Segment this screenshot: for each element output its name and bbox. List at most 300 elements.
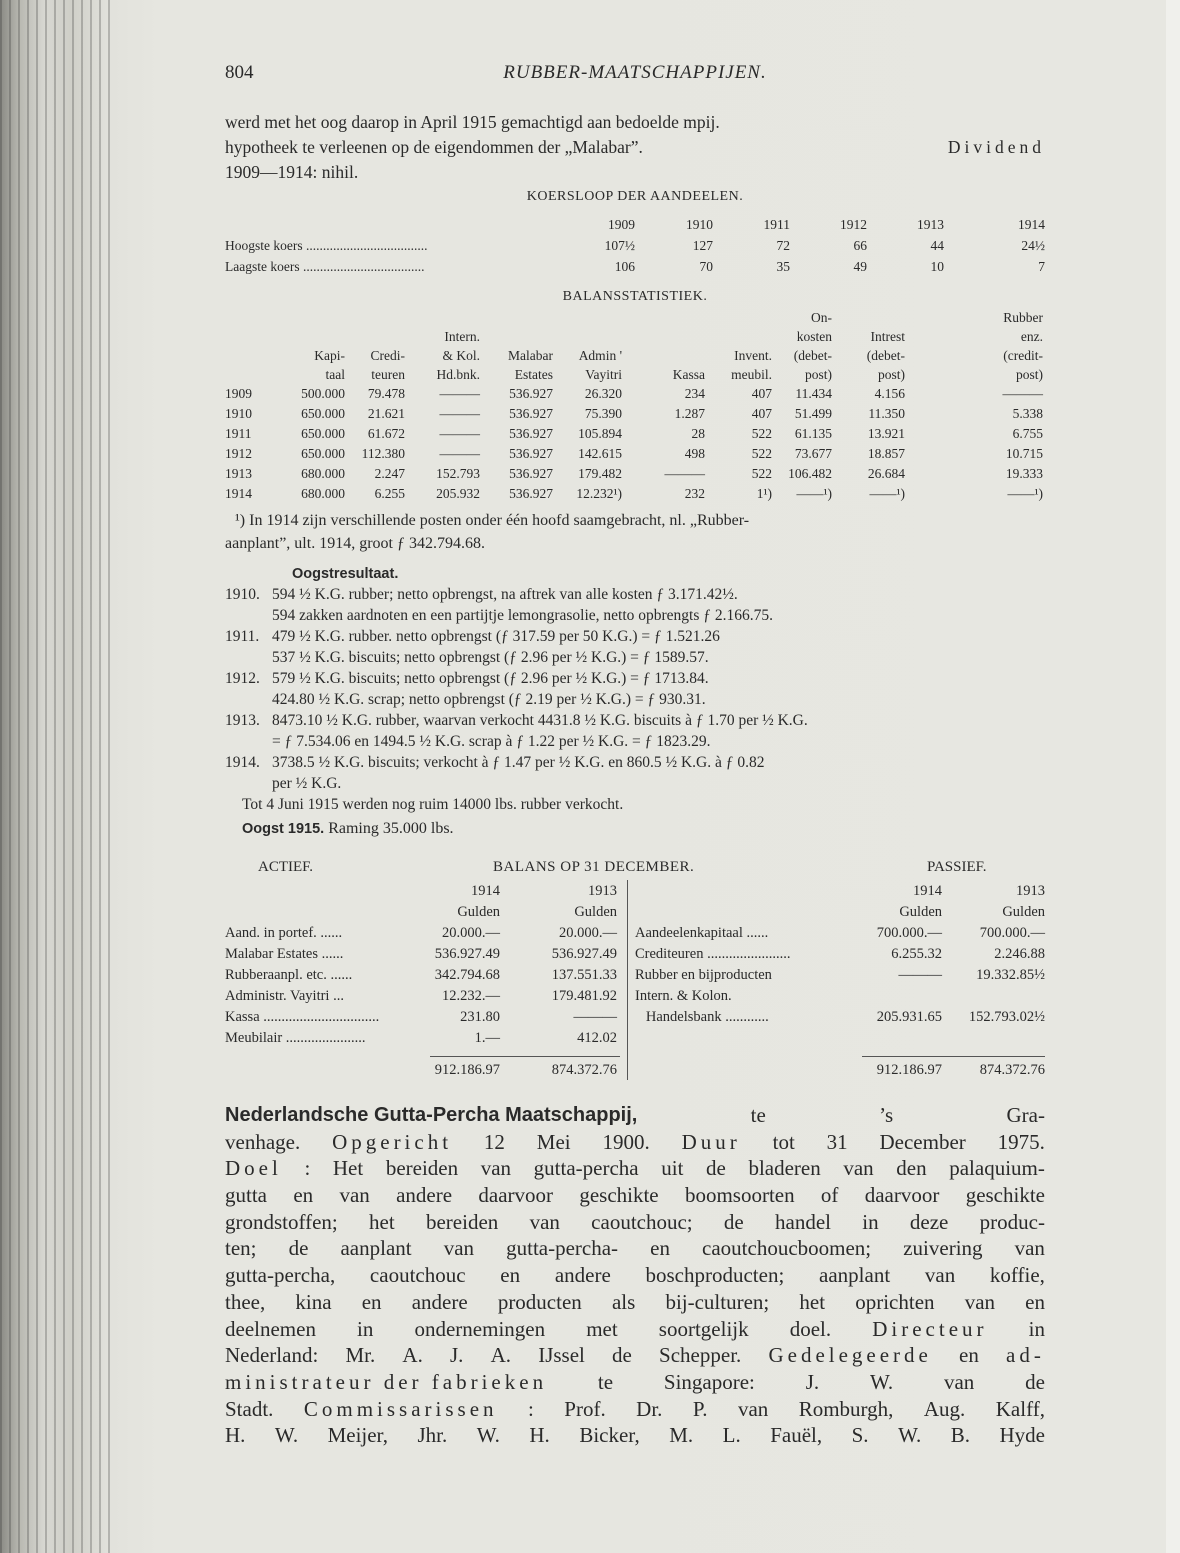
- word: van: [443, 1236, 475, 1261]
- list-item: [225, 647, 1055, 668]
- word: en: [293, 1183, 314, 1208]
- table-cell: 127: [692, 238, 713, 253]
- word: W.: [898, 1423, 922, 1448]
- table-cell: 1910: [686, 217, 713, 232]
- table-cell: 498: [684, 446, 705, 461]
- table-cell: 106.482: [788, 466, 832, 481]
- word: deze: [909, 1209, 949, 1234]
- word: Meijer,: [327, 1423, 388, 1448]
- text-line: [225, 1396, 1045, 1423]
- table-cell: post): [1016, 367, 1043, 382]
- entry-text: 537 ½ K.G. biscuits; netto opbrengst (ƒ 2.96 per ½ K.G.) = ƒ 1589.57.: [272, 649, 709, 666]
- word: geschikte: [965, 1183, 1045, 1208]
- table-cell: post): [878, 367, 905, 382]
- table-header-row: [635, 881, 1047, 902]
- book-page-edges: [0, 0, 110, 1553]
- table-cell: 650.000: [301, 446, 345, 461]
- closing-line: Tot 4 Juni 1915 werden nog ruim 14000 lbs. rubber verkocht.: [242, 796, 624, 813]
- table-cell: [942, 986, 1045, 1007]
- table-cell: 1911: [225, 426, 252, 441]
- year: 1910.: [225, 586, 260, 603]
- table-cell: 536.927: [509, 466, 553, 481]
- list-item: [225, 626, 1055, 647]
- table-cell: 232: [684, 486, 705, 501]
- word: in: [357, 1316, 374, 1341]
- table-cell: kosten: [796, 329, 832, 344]
- table-cell: 20.000.—: [559, 925, 617, 941]
- word: Nederland:: [225, 1343, 319, 1368]
- koersloop-table: [225, 214, 1045, 277]
- table-cell: Gulden: [457, 904, 500, 920]
- table-cell: Malabar Estates ......: [225, 946, 344, 962]
- table-cell: 407: [751, 386, 772, 401]
- word: in: [862, 1209, 879, 1234]
- table-cell: 407: [751, 406, 772, 421]
- balans-title: BALANS OP 31 DECEMBER.: [493, 859, 695, 875]
- entry-text: 594 zakken aardnoten en een partijtje lemongrasolie, netto opbrengts ƒ 2.166.75.: [272, 607, 774, 624]
- table-cell: 1914: [471, 883, 500, 899]
- table-cell: 1914: [913, 883, 942, 899]
- table-row: [225, 444, 1055, 464]
- table-cell: 1912: [840, 217, 867, 232]
- table-cell: 1911: [763, 217, 790, 232]
- table-cell: teuren: [371, 367, 405, 382]
- table-cell: [622, 346, 705, 365]
- table-cell: 1910: [225, 406, 252, 421]
- word: ten;: [225, 1236, 257, 1261]
- word: :: [304, 1156, 311, 1181]
- table-cell: [270, 327, 345, 346]
- table-cell: 152.793.02½: [968, 1009, 1045, 1025]
- table-cell: On-: [811, 310, 832, 325]
- table-cell: 536.927: [509, 426, 553, 441]
- year: [225, 647, 272, 668]
- table-cell: Rubber en bijproducten: [635, 967, 772, 983]
- table-cell: taal: [325, 367, 345, 382]
- word: Mei: [536, 1129, 571, 1154]
- word: J.: [805, 1369, 820, 1394]
- spaced-term: Opgericht: [332, 1129, 453, 1154]
- word: van: [1014, 1236, 1045, 1261]
- entry-text: 594 ½ K.G. rubber; netto opbrengst, na aftrek van alle kosten ƒ 3.171.42½.: [272, 586, 738, 603]
- entry-text: 3738.5 ½ K.G. biscuits; verkocht à ƒ 1.47 per ½ K.G. en 860.5 ½ K.G. à ƒ 0.82: [272, 754, 765, 771]
- table-cell: ———: [664, 466, 705, 481]
- word: Jhr.: [417, 1423, 448, 1448]
- spaced-term: Commissarissen: [303, 1396, 498, 1421]
- table-cell: [345, 308, 405, 327]
- table-cell: [225, 902, 415, 923]
- text-line: [225, 1155, 1045, 1182]
- table-cell: 12.232¹): [576, 486, 622, 501]
- table-cell: [225, 214, 580, 235]
- table-cell: 72: [776, 238, 790, 253]
- table-cell: Vayitri: [585, 367, 622, 382]
- table-cell: Crediteuren .......................: [635, 946, 791, 962]
- table-cell: 19.332.85½: [976, 967, 1045, 983]
- table-cell: 1909: [608, 217, 635, 232]
- table-cell: Aandeelenkapitaal ......: [635, 925, 769, 941]
- table-cell: 142.615: [578, 446, 622, 461]
- table-cell: [405, 308, 480, 327]
- table-row: [635, 1007, 1047, 1028]
- table-cell: ———: [1002, 386, 1043, 401]
- spaced-term: Doel: [225, 1156, 282, 1181]
- word: 1975.: [997, 1129, 1045, 1154]
- table-cell: ———: [439, 446, 480, 461]
- totals-row: [225, 1060, 625, 1081]
- word: W.: [869, 1369, 894, 1394]
- word: gutta-percha: [533, 1156, 639, 1181]
- table-cell: ———: [573, 1009, 617, 1025]
- table-cell: Intern.: [444, 329, 480, 344]
- word: Schepper.: [659, 1343, 742, 1368]
- balansstatistiek-table: [225, 308, 1055, 504]
- table-cell: ———: [898, 967, 942, 983]
- table-cell: (debet-: [866, 348, 905, 363]
- word: ’s: [879, 1103, 894, 1127]
- word: deelnemen: [225, 1316, 316, 1341]
- table-cell: [225, 1060, 415, 1081]
- word: in: [1028, 1316, 1045, 1341]
- table-row: [225, 986, 625, 1007]
- word: de: [723, 1209, 744, 1234]
- table-cell: 1¹): [756, 486, 772, 501]
- table-cell: 79.478: [367, 386, 405, 401]
- word: producten: [497, 1289, 582, 1314]
- table-cell: Aand. in portef. ......: [225, 925, 343, 941]
- table-cell: 522: [751, 466, 772, 481]
- table-cell: [635, 1028, 860, 1049]
- word: J.: [450, 1343, 464, 1368]
- word: of: [820, 1183, 839, 1208]
- word: W.: [274, 1423, 299, 1448]
- word: het: [369, 1209, 395, 1234]
- word: 31: [826, 1129, 848, 1154]
- table-cell: 1912: [225, 446, 252, 461]
- word: Stadt.: [225, 1396, 274, 1421]
- table-cell: 26.684: [867, 466, 905, 481]
- table-cell: 26.320: [584, 386, 622, 401]
- table-cell: (debet-: [793, 348, 832, 363]
- table-cell: 650.000: [301, 426, 345, 441]
- running-title: RUBBER-MAATSCHAPPIJEN.: [503, 62, 767, 83]
- table-cell: & Kol.: [442, 348, 480, 363]
- word: van: [480, 1156, 512, 1181]
- word: soortgelijk: [658, 1316, 749, 1341]
- table-row: [225, 404, 1055, 424]
- text: hypotheek te verleenen op de eigendommen der „Malabar”.: [225, 137, 643, 157]
- word: van: [964, 1289, 996, 1314]
- table-cell: 700.000.—: [876, 925, 942, 941]
- spaced-term: Dividend: [947, 137, 1045, 157]
- table-header-row: [225, 346, 1055, 365]
- word: ondernemingen: [414, 1316, 546, 1341]
- word: tot: [772, 1129, 795, 1154]
- table-cell: [225, 308, 270, 327]
- table-cell: 11.350: [868, 406, 905, 421]
- table-cell: [553, 327, 622, 346]
- word: en: [959, 1343, 979, 1368]
- balans-passief-table: [635, 881, 1047, 1081]
- word: Mr.: [345, 1343, 376, 1368]
- word: Bicker,: [579, 1423, 640, 1448]
- table-cell: ———: [439, 426, 480, 441]
- table-cell: Hoogste koers ....................................: [225, 238, 428, 253]
- oogstresultaat-title: Oogstresultaat.: [292, 566, 399, 582]
- table-cell: 1914: [225, 486, 252, 501]
- table-row: [635, 923, 1047, 944]
- table-cell: 10: [930, 259, 944, 274]
- word: Singapore:: [663, 1369, 755, 1394]
- list-item: [225, 689, 1055, 710]
- oogstresultaat-list: [225, 584, 1055, 815]
- table-cell: 1914: [1018, 217, 1045, 232]
- entry-text: 8473.10 ½ K.G. rubber, waarvan verkocht 4431.8 ½ K.G. biscuits à ƒ 1.70 per ½ K.G.: [272, 712, 808, 729]
- page-margin-right: [1166, 0, 1180, 1553]
- table-cell: 21.621: [367, 406, 405, 421]
- list-item: [225, 584, 1055, 605]
- table-header-row: [225, 902, 625, 923]
- word: de: [288, 1236, 309, 1261]
- table-cell: 66: [853, 238, 867, 253]
- table-cell: [705, 308, 772, 327]
- table-cell: 1913: [1016, 883, 1045, 899]
- table-cell: [270, 308, 345, 327]
- intro-line: [225, 135, 1045, 160]
- word: boschproducten;: [645, 1263, 785, 1288]
- word: H.: [529, 1423, 550, 1448]
- table-cell: 1913: [588, 883, 617, 899]
- word: L.: [722, 1423, 741, 1448]
- table-cell: Intern. & Kolon.: [635, 988, 732, 1004]
- footnote-line: aanplant”, ult. 1914, groot ƒ 342.794.68.: [225, 535, 485, 552]
- table-cell: 2.247: [374, 466, 405, 481]
- table-cell: ———: [439, 386, 480, 401]
- table-cell: 6.255: [374, 486, 405, 501]
- word: het: [799, 1289, 826, 1314]
- word: Prof.: [564, 1396, 606, 1421]
- word: bereiden: [425, 1209, 499, 1234]
- table-cell: 342.794.68: [434, 967, 500, 983]
- table-cell: [622, 308, 705, 327]
- table-cell: 7: [1038, 259, 1045, 274]
- page-number: 804: [225, 62, 254, 83]
- word: bereiden: [385, 1156, 459, 1181]
- table-cell: ——¹): [869, 486, 905, 501]
- spaced-term: ministrateur der fabrieken: [225, 1369, 548, 1394]
- table-cell: 1913: [917, 217, 944, 232]
- text-line: [225, 1102, 1045, 1129]
- table-cell: 536.927: [509, 386, 553, 401]
- table-header-row: [225, 214, 1045, 235]
- word: gutta-percha-: [506, 1236, 619, 1261]
- table-cell: 112.380: [361, 446, 405, 461]
- table-cell: 1909: [225, 386, 252, 401]
- word: grondstoffen;: [225, 1209, 338, 1234]
- table-row: [225, 424, 1055, 444]
- text-line: [225, 1289, 1045, 1316]
- table-row: [225, 256, 1045, 277]
- word: van: [843, 1156, 874, 1181]
- word: als: [611, 1289, 636, 1314]
- table-cell: [635, 1060, 860, 1081]
- table-cell: 650.000: [301, 406, 345, 421]
- table-row: [225, 965, 625, 986]
- table-cell: 536.927: [509, 406, 553, 421]
- word: P.: [692, 1396, 708, 1421]
- word: gutta: [225, 1183, 267, 1208]
- table-cell: Rubberaanpl. etc. ......: [225, 967, 353, 983]
- table-cell: 5.338: [1012, 406, 1043, 421]
- table-row: [225, 1007, 625, 1028]
- table-cell: [225, 346, 270, 365]
- table-cell: Laagste koers ....................................: [225, 259, 425, 274]
- table-cell: 874.372.76: [551, 1062, 617, 1078]
- table-row: [225, 384, 1055, 404]
- word: W.: [476, 1423, 500, 1448]
- table-cell: 205.932: [436, 486, 480, 501]
- table-cell: [860, 1028, 942, 1049]
- year: 1914.: [225, 754, 260, 771]
- passief-label: PASSIEF.: [927, 859, 987, 875]
- table-cell: 105.894: [578, 426, 622, 441]
- table-header-row: [225, 881, 625, 902]
- table-cell: Gulden: [574, 904, 617, 920]
- table-cell: [345, 327, 405, 346]
- intro-paragraph: [225, 110, 1045, 185]
- total-rule-left: [430, 1056, 620, 1057]
- spaced-term: Duur: [681, 1129, 741, 1154]
- word: bladeren: [748, 1156, 821, 1181]
- table-cell: 75.390: [584, 406, 622, 421]
- table-cell: 24½: [1021, 238, 1045, 253]
- table-cell: Kapi-: [314, 348, 345, 363]
- table-cell: 680.000: [301, 466, 345, 481]
- table-cell: post): [805, 367, 832, 382]
- spaced-term: ad-: [1006, 1343, 1045, 1368]
- table-cell: ——¹): [796, 486, 832, 501]
- spaced-term: Gedelegeerde: [768, 1343, 932, 1368]
- word: IJssel: [538, 1343, 585, 1368]
- list-item: [225, 605, 1055, 626]
- word: andere: [396, 1183, 453, 1208]
- intro-line: 1909—1914: nihil.: [225, 162, 359, 182]
- word: en: [1025, 1289, 1045, 1314]
- balansstatistiek-footnote: [225, 509, 1045, 555]
- word: 12: [483, 1129, 505, 1154]
- word: den: [896, 1156, 927, 1181]
- table-cell: 1.287: [674, 406, 705, 421]
- table-cell: Credi-: [370, 348, 405, 363]
- table-cell: 536.927.49: [551, 946, 617, 962]
- koersloop-title: KOERSLOOP DER AANDEELEN.: [526, 189, 744, 204]
- table-header-row: [225, 327, 1055, 346]
- oogst-1915-label: Oogst 1915.: [242, 821, 325, 837]
- table-cell: 107½: [604, 238, 635, 253]
- table-cell: 6.755: [1012, 426, 1043, 441]
- table-cell: 73.677: [794, 446, 832, 461]
- list-item: [225, 668, 1055, 689]
- year: 1913.: [225, 712, 260, 729]
- table-cell: 700.000.—: [979, 925, 1045, 941]
- text: werd met het oog daarop in April 1915 gemachtigd aan bedoelde mpij.: [225, 112, 720, 132]
- table-cell: [635, 902, 860, 923]
- table-cell: Estates: [514, 367, 553, 382]
- word: 1900.: [602, 1129, 650, 1154]
- table-cell: 912.186.97: [876, 1062, 942, 1078]
- actief-label: ACTIEF.: [258, 859, 314, 875]
- word: thee,: [225, 1289, 266, 1314]
- list-item: [225, 773, 1055, 794]
- table-row: [225, 923, 625, 944]
- word: Gra-: [1006, 1103, 1045, 1127]
- word: en: [361, 1289, 382, 1314]
- totals-row: [635, 1060, 1047, 1081]
- table-cell: 20.000.—: [442, 925, 500, 941]
- table-cell: ———: [439, 406, 480, 421]
- table-cell: Kassa ................................: [225, 1009, 380, 1025]
- table-cell: Gulden: [1002, 904, 1045, 920]
- text-line: [225, 1316, 1045, 1343]
- table-row: [635, 965, 1047, 986]
- table-cell: 536.927: [509, 446, 553, 461]
- word: de: [706, 1156, 726, 1181]
- table-cell: Kassa: [672, 367, 705, 382]
- table-cell: 28: [691, 426, 705, 441]
- table-cell: 680.000: [301, 486, 345, 501]
- table-cell: Administr. Vayitri ...: [225, 988, 344, 1004]
- table-cell: Rubber: [1003, 310, 1043, 325]
- list-item: [225, 752, 1055, 773]
- text-line: [225, 1209, 1045, 1236]
- spacer-row: [635, 1028, 1047, 1049]
- table-cell: 51.499: [794, 406, 832, 421]
- word: zuivering: [903, 1236, 983, 1261]
- word: geschikte: [579, 1183, 659, 1208]
- table-cell: 11.434: [795, 386, 832, 401]
- table-cell: Handelsbank ............: [635, 1009, 769, 1025]
- word: boomsoorten: [684, 1183, 795, 1208]
- text-line: [225, 1342, 1045, 1369]
- table-cell: [622, 327, 705, 346]
- word: caoutchoucboomen;: [702, 1236, 872, 1261]
- table-cell: Hd.bnk.: [436, 367, 480, 382]
- table-cell: 49: [853, 259, 867, 274]
- total-rule-right: [862, 1056, 1045, 1057]
- table-cell: Meubilair ......................: [225, 1030, 366, 1046]
- word: produc-: [979, 1209, 1045, 1234]
- table-cell: Gulden: [899, 904, 942, 920]
- table-cell: 19.333: [1005, 466, 1043, 481]
- table-cell: Intrest: [870, 329, 905, 344]
- table-cell: 137.551.33: [551, 967, 617, 983]
- table-cell: 10.715: [1005, 446, 1043, 461]
- oogst-1915: [242, 820, 454, 838]
- balans-divider: [627, 880, 628, 1080]
- word: December: [879, 1129, 966, 1154]
- word: te: [750, 1103, 766, 1127]
- table-cell: [225, 881, 415, 902]
- word: kina: [295, 1289, 332, 1314]
- word: andere: [411, 1289, 468, 1314]
- word: te: [597, 1369, 614, 1394]
- table-cell: 18.857: [867, 446, 905, 461]
- word: aanplant: [819, 1263, 891, 1288]
- word: Dr.: [636, 1396, 663, 1421]
- year: [225, 773, 272, 794]
- table-cell: enz.: [1020, 329, 1043, 344]
- table-cell: 70: [699, 259, 713, 274]
